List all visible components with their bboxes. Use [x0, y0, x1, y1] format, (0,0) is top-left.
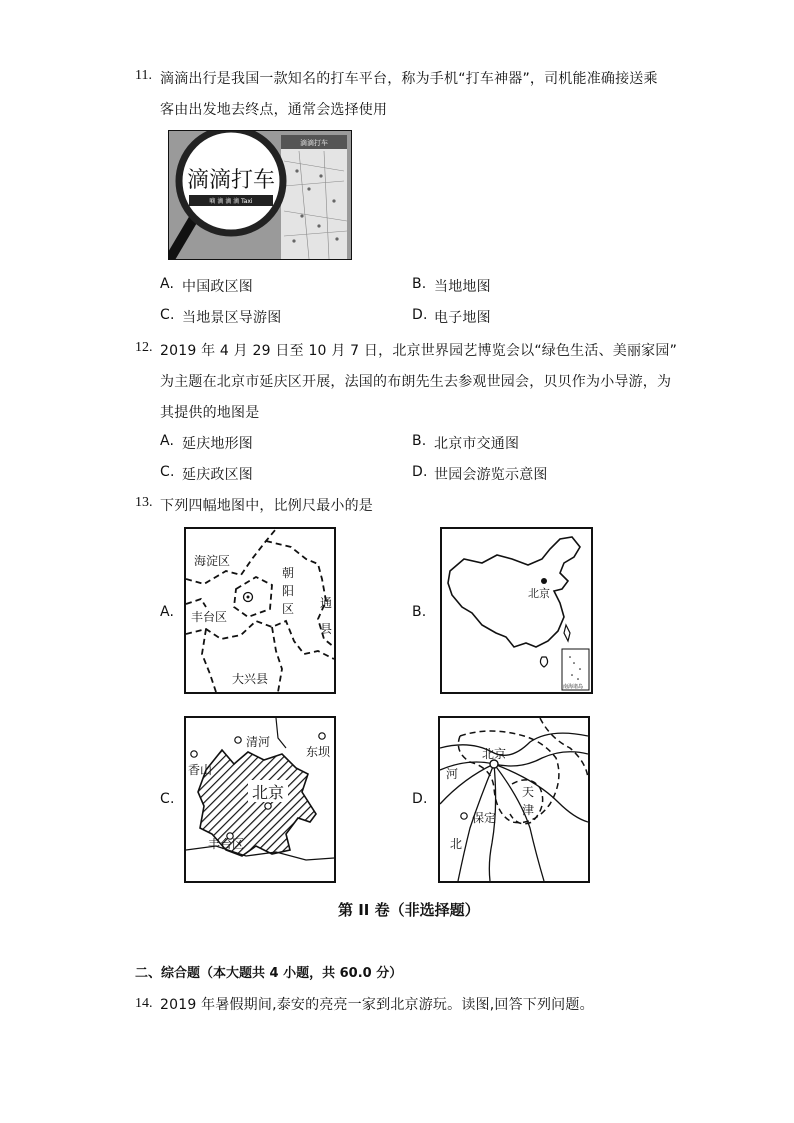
q11-option-d-text: 电子地图: [434, 310, 491, 326]
map-a-label: A.: [160, 604, 175, 620]
map-d-beijing: 北京: [482, 747, 507, 761]
q11-stem-line1: 滴滴出行是我国一款知名的打车平台，称为手机“打车神器”，司机能准确接送乘: [160, 71, 658, 87]
q12-option-a-text: 延庆地形图: [182, 436, 253, 452]
map-a-tong: 通: [320, 596, 333, 610]
map-d-bei: 北: [450, 837, 463, 851]
map-c-label: C.: [160, 791, 175, 807]
q12-stem-line2: 为主题在北京市延庆区开展，法国的布朗先生去参观世园会，贝贝作为小导游，为: [160, 374, 672, 390]
q11-option-b-text: 当地地图: [434, 279, 491, 295]
q11-option-c-label: C.: [160, 307, 175, 323]
q12-option-b-label: B.: [412, 433, 427, 449]
map-a-chao: 朝: [282, 566, 295, 580]
q12-stem-line1: 2019 年 4 月 29 日至 10 月 7 日，北京世界园艺博览会以“绿色生活、美丽家园”: [160, 343, 678, 359]
q11-option-a-text: 中国政区图: [182, 279, 253, 295]
q11-option-c-text: 当地景区导游图: [182, 310, 282, 326]
screen-header-text: 滴滴打车: [300, 139, 328, 147]
map-c-beijing-city: [184, 716, 336, 883]
map-a-qu: 区: [282, 602, 295, 616]
q12-option-c-label: C.: [160, 464, 175, 480]
q11-stem-line2: 客由出发地去终点，通常会选择使用: [160, 102, 388, 118]
q14-stem: 2019 年暑假期间,泰安的亮亮一家到北京游玩。读图,回答下列问题。: [160, 997, 594, 1013]
map-a-beijing-districts: [184, 527, 336, 694]
didi-logo-text: 滴滴打车: [186, 168, 276, 193]
map-b-label: B.: [412, 604, 427, 620]
section-heading: 二、综合题（本大题共 4 小题，共 60.0 分）: [135, 966, 403, 981]
map-c-fengtai: 丰台区: [208, 837, 245, 851]
q14-number: 14.: [135, 996, 153, 1011]
map-d-tian: 天: [522, 785, 535, 799]
q12-option-c-text: 延庆政区图: [182, 467, 253, 483]
map-d-label: D.: [412, 791, 428, 807]
q12-option-b-text: 北京市交通图: [434, 436, 520, 452]
q12-option-a-label: A.: [160, 433, 175, 449]
didi-subtitle-text: 嘀 滴 滴 滴 Taxi: [209, 198, 253, 205]
q13-number: 13.: [135, 495, 153, 510]
q12-stem-line3: 其提供的地图是: [160, 405, 260, 421]
q12-option-d-label: D.: [412, 464, 428, 480]
map-c-beijing: 北京: [252, 783, 285, 802]
q11-option-d-label: D.: [412, 307, 428, 323]
map-a-xian: 县: [320, 622, 333, 636]
map-b-beijing: 北京: [528, 587, 550, 600]
map-c-qinghe: 清河: [246, 735, 271, 749]
map-d-he: 河: [446, 767, 459, 781]
map-d-jin: 津: [522, 803, 535, 817]
q11-number: 11.: [135, 68, 152, 83]
q13-stem: 下列四幅地图中，比例尺最小的是: [160, 498, 373, 514]
map-a-yang: 阳: [282, 584, 295, 598]
map-b-inset-label: 南海诸岛: [563, 684, 584, 690]
q11-option-a-label: A.: [160, 276, 175, 292]
map-a-daxing: 大兴县: [232, 672, 269, 686]
q12-option-d-text: 世园会游览示意图: [434, 467, 548, 483]
map-d-baoding: 保定: [472, 811, 497, 825]
map-b-china: [440, 527, 593, 694]
map-a-fengtai: 丰台区: [191, 610, 228, 624]
didi-taxi-image: [168, 130, 352, 260]
section-title: 第 II 卷（非选择题）: [338, 901, 480, 919]
q11-option-b-label: B.: [412, 276, 427, 292]
map-d-north-china: [438, 716, 590, 883]
map-a-haidian: 海淀区: [194, 554, 231, 568]
map-c-xiangshan: 香山: [188, 763, 213, 777]
map-c-dongba: 东坝: [306, 745, 331, 759]
q12-number: 12.: [135, 340, 153, 355]
